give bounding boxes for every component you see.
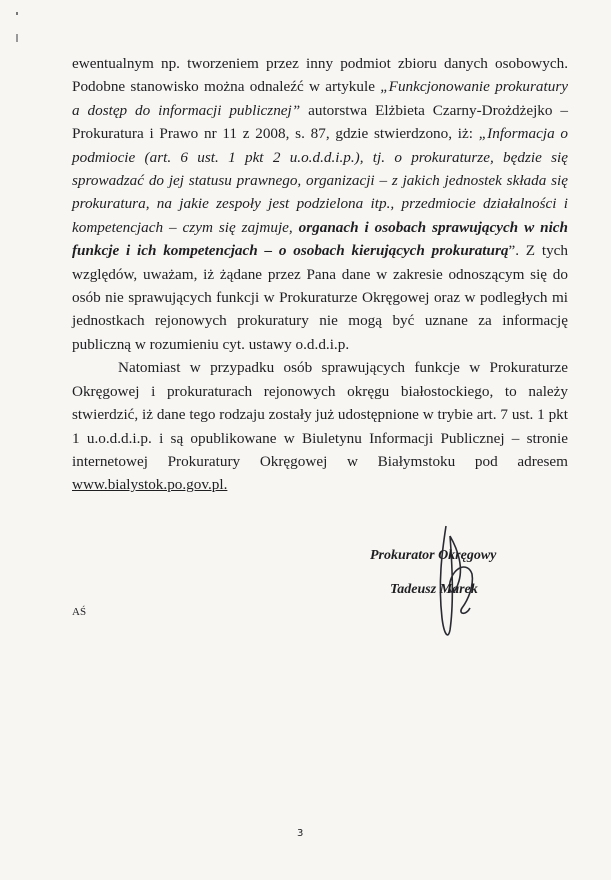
text-run: organach i osobach sprawujących w nich funkcje i ich kompetencjach – o osobach kierujących prokuraturą [72, 218, 568, 260]
author-initials: AŚ [72, 606, 87, 618]
text-run: „Funkcjonowanie prokuratury a dostęp do informacji publicznej” [72, 78, 568, 119]
text-run: ”. Z tych względów, uważam, iż żądane przez Pana dane w zakresie odnoszącym się do osób nie sprawujących funkcji w Prokuraturze Okręgowej oraz w podległych mi jednostkach rejonowych prokuratury nie mogą być uznane za informację publiczną w rozumieniu cyt. ustawy o.d.d.i.p. [72, 242, 568, 353]
page-number: 3 [297, 828, 304, 839]
website-link[interactable]: www.bialystok.po.gov.pl. [72, 476, 228, 494]
scan-mark [16, 34, 18, 42]
text-run: ewentualnym np. tworzeniem przez inny podmiot zbioru danych osobowych. Podobne stanowisko można odnaleźć w artykule [72, 55, 568, 96]
signatory-name: Tadeusz Marek [390, 582, 478, 597]
signatory-title: Prokurator Okręgowy [370, 548, 497, 563]
scan-mark [16, 12, 18, 15]
text-run: „Informacja o podmiocie (art. 6 ust. 1 pkt 2 u.o.d.d.i.p.), tj. o prokuraturze, będzie się sprowadzać do jej statusu prawnego, organizacji – z jakich jednostek składa się prokuratura, na jakie zespoły jest podzielona itp., przedmiocie działalności i kompetencjach – czym się zajmuje, [72, 125, 569, 236]
paragraph-2 [72, 356, 568, 496]
paragraph-1 [72, 52, 568, 356]
text-run: autorstwa Elżbieta Czarny-Drożdżejko – Prokuratura i Prawo nr 11 z 2008, s. 87, gdzie stwierdzono, iż: [72, 101, 568, 143]
letter-body [72, 52, 568, 497]
text-run: Natomiast w przypadku osób sprawujących funkcje w Prokuraturze Okręgowej i prokuraturach rejonowych okręgu białostockiego, to należy stwierdzić, iż dane tego rodzaju zostały już udostępnione w trybie art. 7 ust. 1 pkt 1 u.o.d.d.i.p. i są opublikowane w Biuletynu Informacji Publicznej – stronie internetowej Prokuratury Okręgowej w Białymstoku pod adresem [72, 359, 568, 470]
